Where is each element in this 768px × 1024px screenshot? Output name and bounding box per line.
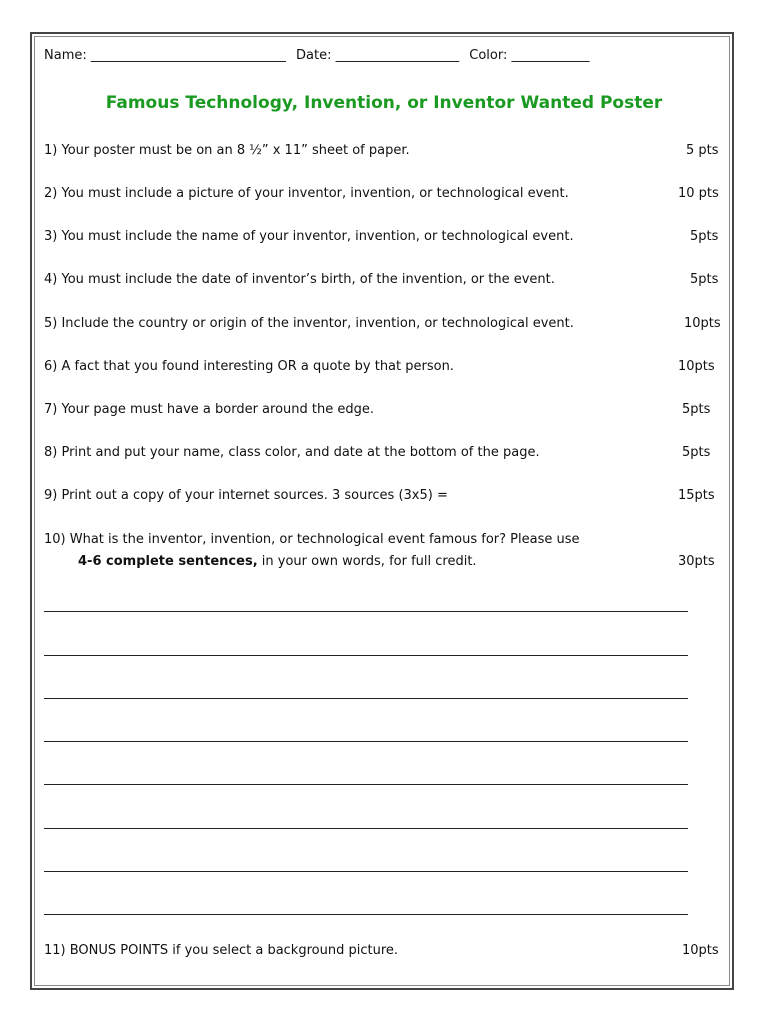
requirement-10-continued [78, 554, 477, 569]
requirement-8-points: 5pts [682, 445, 711, 460]
color-field[interactable]: Color: ____________ [469, 48, 590, 63]
requirement-7: 7) Your page must have a border around the edge. [44, 402, 374, 417]
page-title: Famous Technology, Invention, or Inventor Wanted Poster [105, 93, 663, 113]
answer-line[interactable] [44, 914, 688, 915]
requirement-10-points: 30pts [678, 554, 715, 569]
name-field[interactable]: Name: ______________________________ [44, 48, 286, 63]
answer-line[interactable] [44, 741, 688, 742]
bonus-requirement: 11) BONUS POINTS if you select a background picture. [44, 943, 399, 958]
requirement-3: 3) You must include the name of your inventor, invention, or technological event. [44, 229, 574, 244]
requirement-3-points: 5pts [690, 229, 719, 244]
requirement-9: 9) Print out a copy of your internet sources. 3 sources (3x5) = [44, 488, 448, 503]
date-field[interactable]: Date: ___________________ [296, 48, 460, 63]
answer-line[interactable] [44, 871, 688, 872]
requirement-10: 10) What is the inventor, invention, or technological event famous for? Please use [44, 532, 580, 547]
header-fields [44, 48, 589, 63]
requirement-4: 4) You must include the date of inventor’s birth, of the invention, or the event. [44, 272, 555, 287]
requirement-5-points: 10pts [684, 316, 721, 331]
answer-line[interactable] [44, 655, 688, 656]
requirement-1: 1) Your poster must be on an 8 ½” x 11” sheet of paper. [44, 143, 410, 158]
answer-line[interactable] [44, 828, 688, 829]
requirement-8: 8) Print and put your name, class color, and date at the bottom of the page. [44, 445, 540, 460]
requirement-10-emphasis: 4-6 complete sentences, [78, 554, 258, 569]
requirement-2-points: 10 pts [678, 186, 719, 201]
requirement-2: 2) You must include a picture of your inventor, invention, or technological event. [44, 186, 569, 201]
bonus-points: 10pts [682, 943, 719, 958]
answer-line[interactable] [44, 698, 688, 699]
requirement-7-points: 5pts [682, 402, 711, 417]
requirement-5: 5) Include the country or origin of the inventor, invention, or technological event. [44, 316, 574, 331]
requirement-6-points: 10pts [678, 359, 715, 374]
page-border-inner [34, 36, 730, 986]
answer-line[interactable] [44, 611, 688, 612]
answer-line[interactable] [44, 784, 688, 785]
requirement-10-rest: in your own words, for full credit. [257, 554, 477, 569]
requirement-9-points: 15pts [678, 488, 715, 503]
requirement-1-points: 5 pts [686, 143, 719, 158]
requirement-6: 6) A fact that you found interesting OR a quote by that person. [44, 359, 454, 374]
requirement-4-points: 5pts [690, 272, 719, 287]
